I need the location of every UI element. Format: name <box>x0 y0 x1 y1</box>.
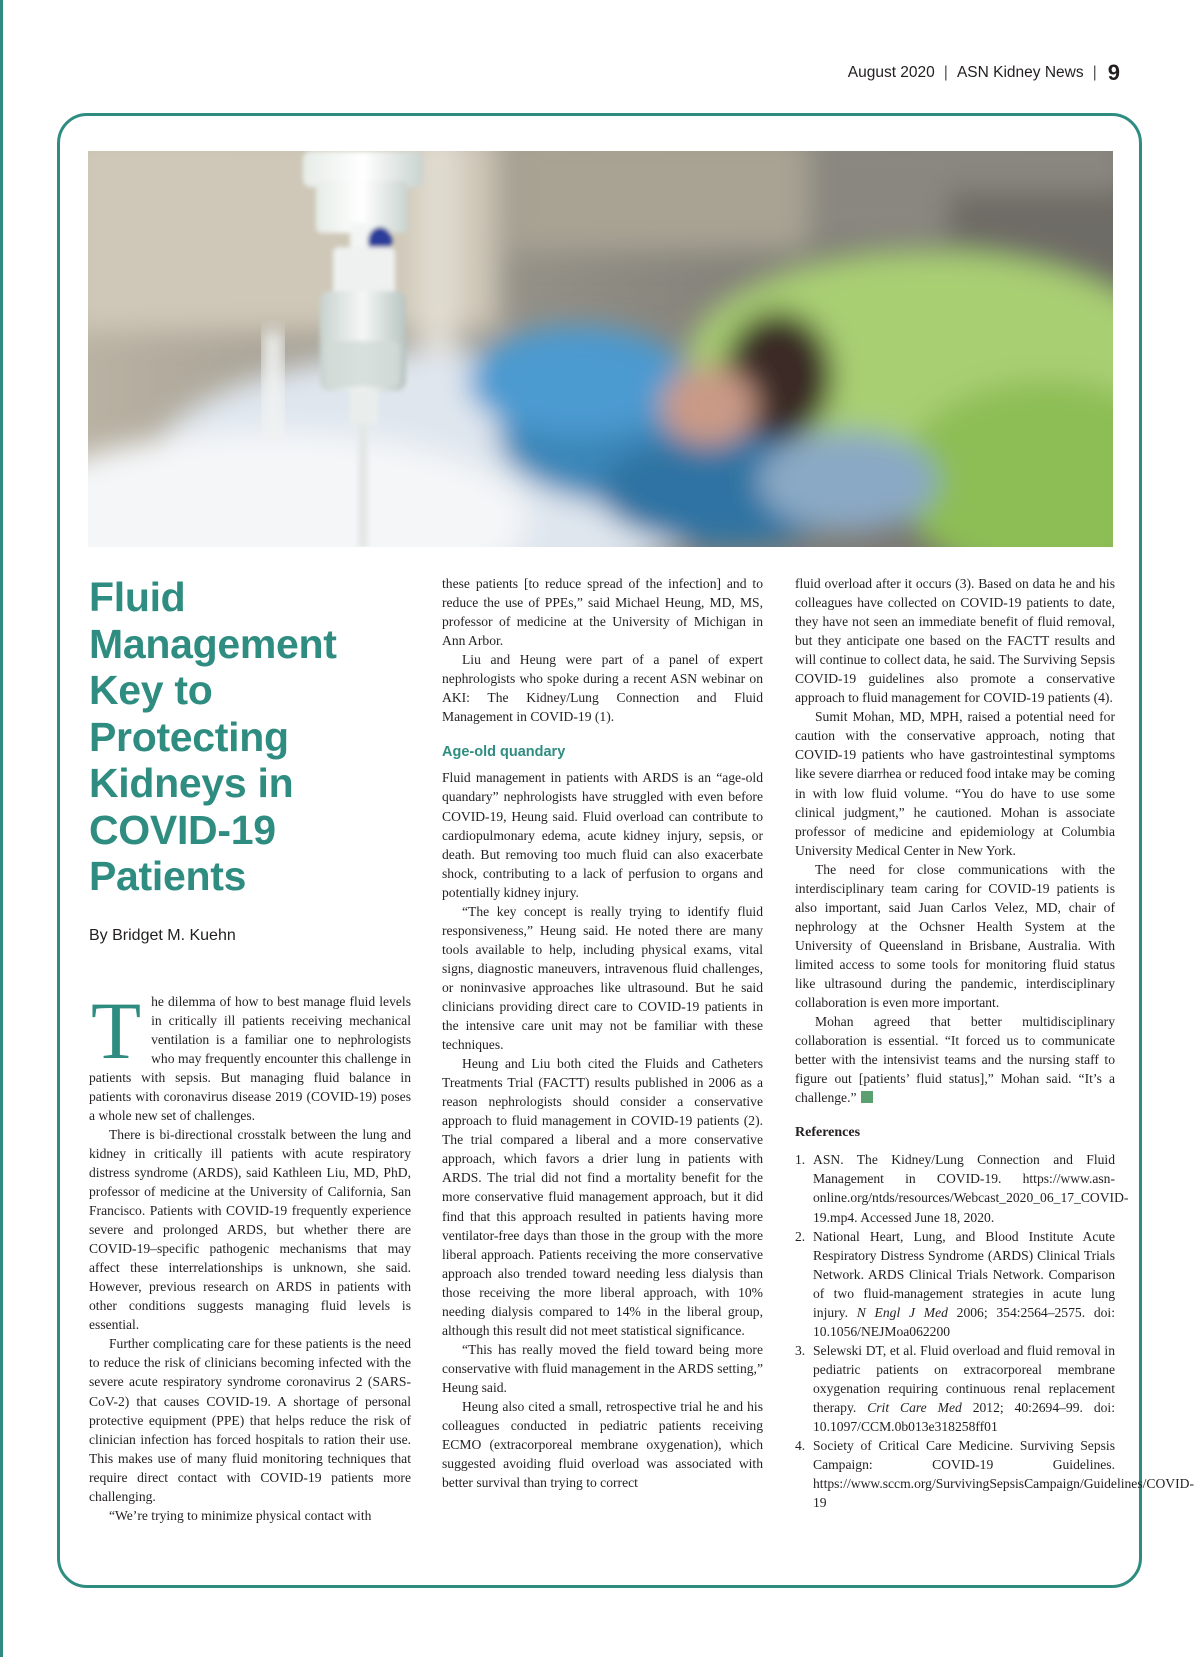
reference-text: 2006; 354:2564–2575. doi: 10.1056/NEJMoa062200 <box>813 1304 1115 1339</box>
reference-text: 2012; 40:2694–99. doi: 10.1097/CCM.0b013e318258ff01 <box>813 1399 1115 1435</box>
article-paragraph: The need for close communications with the interdisciplinary team caring for COVID-19 patients is also important, said Juan Carlos Velez, MD, chair of nephrology at the Ochsner Health System at the University of Queensland in Brisbane, Australia. With limited access to some tools for monitoring fluid status like ultrasound during the pandemic, interdisciplinary collaboration is even more important. <box>795 861 1115 1011</box>
running-header <box>848 60 1120 86</box>
reference-number: 2. <box>795 1228 806 1244</box>
article-paragraph: Heung and Liu both cited the Fluids and Catheters Treatments Trial (FACTT) results published in 2006 as a reason nephrologists should consider a conservative approach to fluid management in COVID-19 patients (2). The trial compared a liberal and a more conservative approach, which favors a drier lung in patients with ARDS. The trial did not find a mortality benefit for the more conservative fluid management approach, but it did find that this approach resulted in patients having more ventilator-free days than those in the group with the more liberal approach. Patients receiving the more conservative approach also trended toward needing less dialysis than those receiving the more liberal approach, with 10% needing dialysis compared to 14% in the liberal group, although this result did not meet statistical significance. <box>442 1056 763 1338</box>
reference-text: Selewski DT, et al. Fluid overload and fluid removal in pediatric patients on extracorporeal membrane oxygenation requiring continuous renal replacement therapy. <box>813 1342 1115 1415</box>
article-column-3 <box>795 574 1194 1512</box>
article-paragraph: Further complicating care for these patients is the need to reduce the risk of clinicians becoming infected with the severe acute respiratory syndrome coronavirus 2 (SARS-CoV-2) that causes COVID-19. A shortage of personal protective equipment (PPE) that helps reduce the risk of clinician infection has forced hospitals to ration their use. This makes use of many fluid monitoring techniques that require direct contact with COVID-19 patients more challenging. <box>89 1336 411 1504</box>
drop-cap: T <box>91 984 142 1076</box>
article-paragraph <box>795 1012 1115 1107</box>
header-separator: | <box>1092 64 1097 81</box>
reference-item <box>795 1150 1129 1226</box>
article-paragraph <box>89 984 411 1125</box>
article-paragraph: fluid overload after it occurs (3). Based on data he and his colleagues have collected on COVID-19 patients to date, they have not seen an immediate benefit of fluid removal, but they anticipate one based on the FACTT results and will continue to collect data, he said. The Surviving Sepsis COVID-19 guidelines also promote a conservative approach to fluid management for COVID-19 patients (4). <box>795 576 1115 706</box>
reference-text: ASN. The Kidney/Lung Connection and Fluid Management in COVID-19. https://www.asn-online.org/ntds/resources/Webcast_2020_06_17_COVID-19.mp4. Accessed June 18, 2020. <box>813 1152 1129 1225</box>
reference-item <box>795 1227 1115 1341</box>
references-heading: References <box>795 1125 861 1141</box>
reference-number: 1. <box>795 1152 806 1168</box>
issue-date: August 2020 <box>847 64 935 81</box>
article-paragraph: Liu and Heung were part of a panel of expert nephrologists who spoke during a recent ASN webinar on AKI: The Kidney/Lung Connection and Fluid Management in COVID-19 (1). <box>442 652 763 725</box>
reference-text: National Heart, Lung, and Blood Institute Acute Respiratory Distress Syndrome (ARDS) Clinical Trials Network. ARDS Clinical Trials Network. Comparison of two fluid-management strategies in acute lung injury. <box>813 1228 1115 1320</box>
article-column-1 <box>89 574 411 1525</box>
article-paragraph: “We’re trying to minimize physical contact with <box>109 1507 372 1523</box>
paragraph-text: he dilemma of how to best manage fluid levels in critically ill patients receiving mechanical ventilation is a familiar one to nephrologists who may frequently encounter this challenge in patients with sepsis. But managing fluid balance in patients with coronavirus disease 2019 (COVID-19) poses a whole new set of challenges. <box>89 993 411 1123</box>
reference-item <box>795 1341 1115 1436</box>
references-list <box>795 1150 1194 1512</box>
article-paragraph: Heung also cited a small, retrospective trial he and his colleagues conducted in pediatric patients receiving ECMO (extracorporeal membrane oxygenation), which suggested avoiding fluid overload was associated with better survival than trying to correct <box>442 1398 763 1491</box>
article-paragraph: these patients [to reduce spread of the infection] and to reduce the use of PPEs,” said Michael Heung, MD, MS, professor of medicine at the University of Michigan in Ann Arbor. <box>442 576 763 649</box>
hospital-patient-photo <box>88 151 1113 547</box>
end-of-article-icon <box>861 1091 873 1103</box>
paragraph-text: Mohan agreed that better multidisciplinary collaboration is essential. “It forced us to communicate better with the intensivist teams and the nursing staff to figure out [patients’ fluid status],” Mohan said. “It’s a challenge.” <box>795 1014 1115 1106</box>
reference-journal: N Engl J Med <box>856 1304 948 1320</box>
article-column-2 <box>442 574 763 1492</box>
section-subhead: Age-old quandary <box>442 744 566 761</box>
reference-journal: Crit Care Med <box>867 1399 962 1415</box>
article-paragraph: “This has really moved the field toward being more conservative with fluid management in the ARDS setting,” Heung said. <box>442 1341 763 1395</box>
article-paragraph: There is bi-directional crosstalk between the lung and kidney in critically ill patients with acute respiratory distress syndrome (ARDS), said Kathleen Liu, MD, PhD, professor of medicine at the University of California, San Francisco. Patients with COVID-19 frequently experience severe and prolonged ARDS, but whether there are COVID-19–specific pathogenic mechanisms that may affect these interrelationships is unknown, she said. However, previous research on ARDS in patients with other conditions suggests managing fluid levels is essential. <box>89 1126 411 1333</box>
article-paragraph: “The key concept is really trying to identify fluid responsiveness,” Heung said. He noted there are many tools available to help, including physical exams, vital signs, diagnostic maneuvers, intravenous fluid challenges, or noninvasive approaches like ultrasound. But he said clinicians providing direct care to COVID-19 patients in the intensive care unit may not be familiar with these techniques. <box>442 903 763 1053</box>
publication-name: ASN Kidney News <box>956 64 1084 81</box>
reference-number: 4. <box>795 1438 806 1454</box>
article-paragraph: Sumit Mohan, MD, MPH, raised a potential need for caution with the conservative approach, noting that COVID-19 patients who have gastrointestinal symptoms like severe diarrhea or reduced food intake may be coming in with low fluid volume. “You do have to use some clinical judgment,” he cautioned. Mohan is associate professor of medicine and epidemiology at Columbia University Medical Center in New York. <box>795 709 1115 858</box>
reference-item <box>795 1436 1194 1512</box>
reference-number: 3. <box>795 1342 806 1358</box>
header-separator: | <box>943 64 948 81</box>
article-paragraph: Fluid management in patients with ARDS is an “age-old quandary” nephrologists have struggled with even before COVID-19, Heung said. Fluid overload can contribute to cardiopulmonary edema, acute kidney injury, sepsis, or death. But removing too much fluid can also exacerbate shock, contributing to a lack of perfusion to organs and potentially kidney injury. <box>442 770 763 900</box>
article-headline: Fluid Management Key to Protecting Kidneys in COVID-19 Patients <box>89 574 337 899</box>
page-number: 9 <box>1107 60 1120 85</box>
reference-text: Society of Critical Care Medicine. Surviving Sepsis Campaign: COVID-19 Guidelines. https://www.sccm.org/SurvivingSepsisCampaign/Guidelines/COVID-19 <box>813 1438 1194 1511</box>
page-edge-strip <box>0 0 3 1657</box>
article-byline: By Bridget M. Kuehn <box>89 926 236 944</box>
